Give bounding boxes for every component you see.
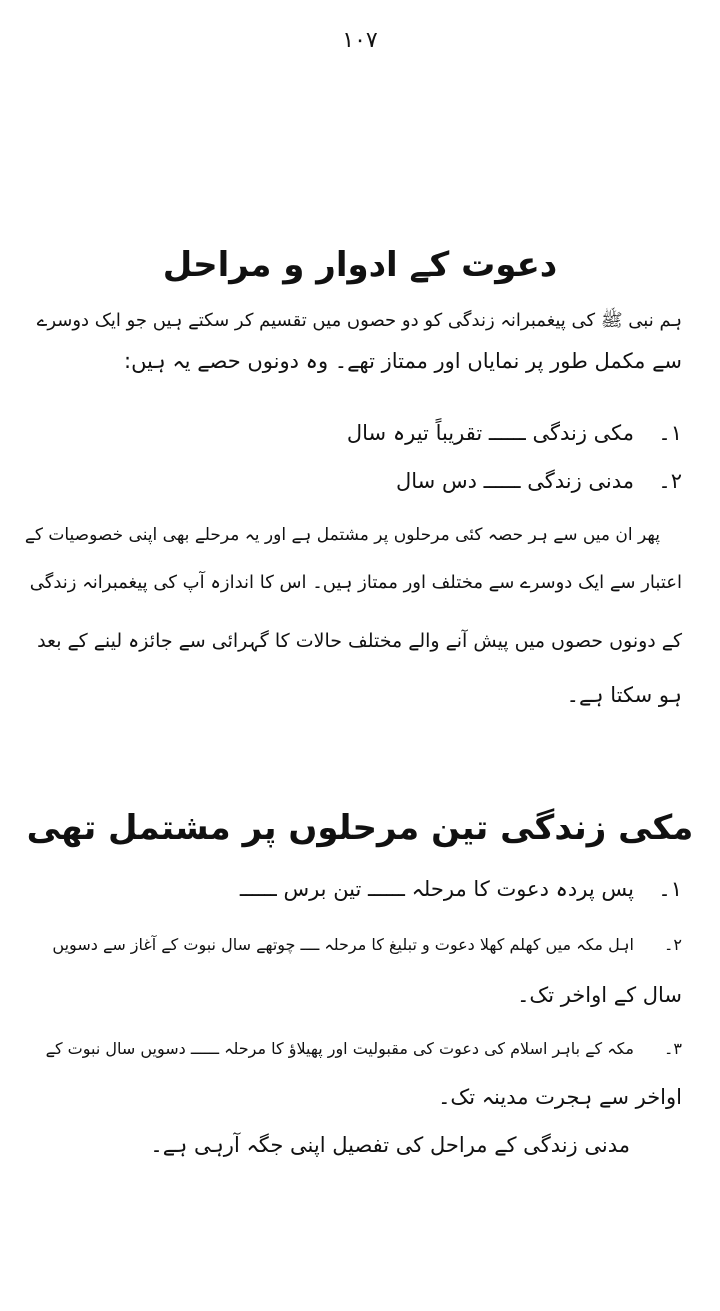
stage-text: اہل مکہ میں کھلم کھلا دعوت و تبلیغ کا مرحلہ ــــ چوتھے سال نبوت کے آغاز سے دسویں [52,935,634,954]
stage-number: ۱۔ [658,877,682,901]
stage-number: ۲۔ [664,935,682,954]
paragraph-line-1: پھر ان میں سے ہر حصہ کئی مرحلوں پر مشتمل ہے اور یہ مرحلے بھی اپنی خصوصیات کے [24,525,660,545]
paragraph-line-3: کے دونوں حصوں میں پیش آنے والے مختلف حالات کا گہرائی سے جائزہ لینے کے بعد [37,630,682,652]
list-item-text: مدنی زندگی ــــــ دس سال [396,469,634,493]
stage-item-3-line-2: اواخر سے ہجرت مدینہ تک۔ [438,1085,682,1109]
section-heading-stages-of-dawah: دعوت کے ادوار و مراحل [162,245,558,285]
stage-item-1 [240,874,682,904]
intro-line-2: سے مکمل طور پر نمایاں اور ممتاز تھے۔ وہ دونوں حصے یہ ہیں: [124,349,682,373]
page-number: ۱۰۷ [342,28,378,53]
list-item-madani [396,466,682,496]
section-heading-makki-stages: مکی زندگی تین مرحلوں پر مشتمل تھی [26,808,694,848]
list-item-number: ۱۔ [658,421,682,445]
stage-item-2-line-2: سال کے اواخر تک۔ [517,983,682,1007]
closing-line: مدنی زندگی کے مراحل کی تفصیل اپنی جگہ آرہی ہے۔ [150,1133,630,1157]
stage-text: پس پردہ دعوت کا مرحلہ ــــــ تین برس ــــــ [239,877,634,901]
stage-item-2-line-1 [52,930,682,960]
paragraph-line-4: ہو سکتا ہے۔ [566,683,682,707]
list-item-text: مکی زندگی ــــــ تقریباً تیرہ سال [346,421,634,445]
stage-text: مکہ کے باہر اسلام کی دعوت کی مقبولیت اور پھیلاؤ کا مرحلہ ــــــ دسویں سال نبوت کے [45,1039,634,1058]
stage-item-3-line-1 [46,1034,682,1064]
list-item-makki [347,418,682,448]
intro-line-1: ہم نبی ﷺ کی پیغمبرانہ زندگی کو دو حصوں میں تقسیم کر سکتے ہیں جو ایک دوسرے [36,310,682,331]
list-item-number: ۲۔ [658,469,682,493]
stage-number: ۳۔ [664,1039,682,1058]
paragraph-line-2: اعتبار سے ایک دوسرے سے مختلف اور ممتاز ہیں۔ اس کا اندازہ آپ کی پیغمبرانہ زندگی [29,572,682,593]
